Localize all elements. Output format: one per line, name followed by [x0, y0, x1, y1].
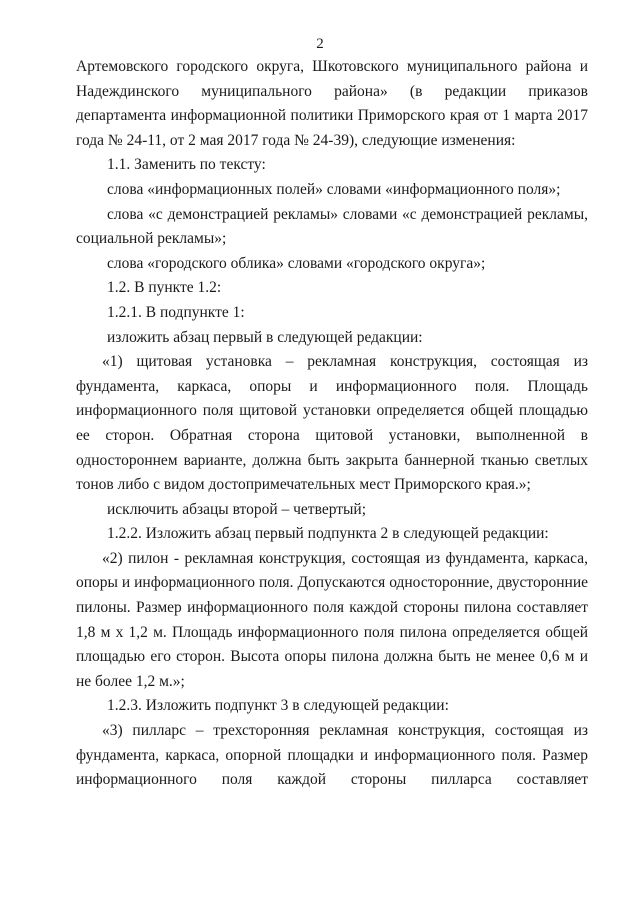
paragraph-1-2-3: 1.2.3. Изложить подпункт 3 в следующей редакции:: [107, 697, 449, 715]
paragraph-replace-fields: слова «информационных полей» словами «информационного поля»;: [107, 180, 561, 198]
paragraph-shield-installation: «1) щитовая установка – рекламная конструкция, состоящая из фундамента, каркаса, опоры и информационного поля. Площадь информационного поля щитовой установки определяется общей площадью ее сторон. Обратная сторона щитовой установки, выполненной в одностороннем варианте, должна быть закрыта баннерной тканью светлых тонов либо с видом достопримечательных мест Приморского края.»;: [76, 353, 588, 494]
paragraph-exclude: исключить абзацы второй – четвертый;: [107, 500, 367, 518]
paragraph-pillars: «3) пилларс – трехсторонняя рекламная конструкция, состоящая из фундамента, каркаса, опорной площадки и информационного поля. Размер информационного поля каждой стороны пилларса составляет: [76, 722, 588, 789]
paragraph-1-2-1: 1.2.1. В подпункте 1:: [107, 303, 245, 321]
document-body: [76, 55, 588, 793]
paragraph-intro: Артемовского городского округа, Шкотовского муниципального района и Надеждинского муниципального района» (в редакции приказов департамента информационной политики Приморского края от 1 марта 2017 года № 24-11, от 2 мая 2017 года № 24-39), следующие изменения:: [76, 58, 588, 149]
paragraph-replace-advertising: слова «с демонстрацией рекламы» словами «с демонстрацией рекламы, социальной рекламы»;: [76, 205, 588, 248]
paragraph-pylon: «2) пилон - рекламная конструкция, состоящая из фундамента, каркаса, опоры и информационного поля. Допускаются односторонние, двусторонние пилоны. Размер информационного поля каждой стороны пилона составляет 1,8 м х 1,2 м. Площадь информационного поля пилона определяется общей площадью его сторон. Высота опоры пилона должна быть не менее 0,6 м и не более 1,2 м.»;: [76, 549, 588, 690]
paragraph-1-1: 1.1. Заменить по тексту:: [107, 156, 266, 174]
page-number: 2: [316, 36, 324, 52]
paragraph-first-abzac: изложить абзац первый в следующей редакции:: [107, 328, 423, 346]
paragraph-1-2: 1.2. В пункте 1.2:: [107, 279, 222, 297]
paragraph-replace-city: слова «городского облика» словами «городского округа»;: [107, 254, 486, 272]
paragraph-1-2-2: 1.2.2. Изложить абзац первый подпункта 2 в следующей редакции:: [107, 525, 549, 543]
